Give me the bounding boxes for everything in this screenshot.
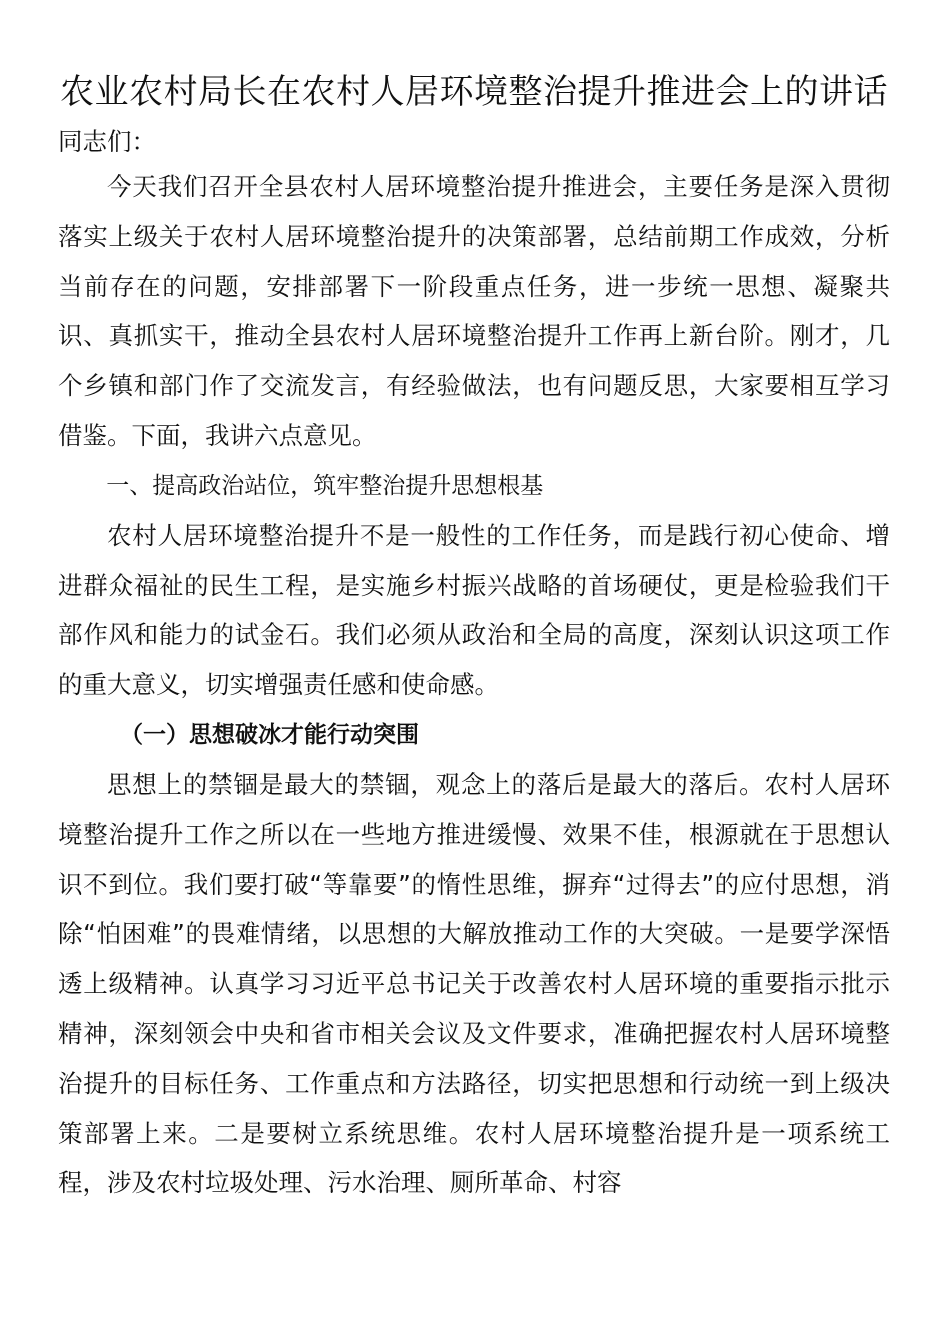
section-heading-1: 一、提高政治站位，筑牢整治提升思想根基 xyxy=(106,472,544,499)
document-page xyxy=(58,66,890,1208)
document-title: 农业农村局长在农村人居环境整治提升推进会上的讲话 xyxy=(60,72,888,112)
intro-paragraph: 今天我们召开全县农村人居环境整治提升推进会，主要任务是深入贯彻落实上级关于农村人居环境整治提升的决策部署，总结前期工作成效，分析当前存在的问题，安排部署下一阶段重点任务，进一步统一思想、凝聚共识、真抓实干，推动全县农村人居环境整治提升工作再上新台阶。刚才，几个乡镇和部门作了交流发言，有经验做法，也有问题反思，大家要相互学习借鉴。下面，我讲六点意见。 xyxy=(58,172,890,450)
subsection-heading-1-1: （一）思想破冰才能行动突围 xyxy=(120,721,419,748)
section-1-paragraph: 农村人居环境整治提升不是一般性的工作任务，而是践行初心使命、增进群众福祉的民生工程，是实施乡村振兴战略的首场硬仗，更是检验我们干部作风和能力的试金石。我们必须从政治和全局的高度，深刻认识这项工作的重大意义，切实增强责任感和使命感。 xyxy=(58,520,890,700)
salutation: 同志们： xyxy=(58,127,156,156)
subsection-1-1-paragraph: 思想上的禁锢是最大的禁锢，观念上的落后是最大的落后。农村人居环境整治提升工作之所以在一些地方推进缓慢、效果不佳，根源就在于思想认识不到位。我们要打破“等靠要”的惰性思维，摒弃“过得去”的应付思想，消除“怕困难”的畏难情绪，以思想的大解放推动工作的大突破。一是要学深悟透上级精神。认真学习习近平总书记关于改善农村人居环境的重要指示批示精神，深刻领会中央和省市相关会议及文件要求，准确把握农村人居环境整治提升的目标任务、工作重点和方法路径，切实把思想和行动统一到上级决策部署上来。二是要树立系统思维。农村人居环境整治提升是一项系统工程，涉及农村垃圾处理、污水治理、厕所革命、村容 xyxy=(58,769,890,1198)
